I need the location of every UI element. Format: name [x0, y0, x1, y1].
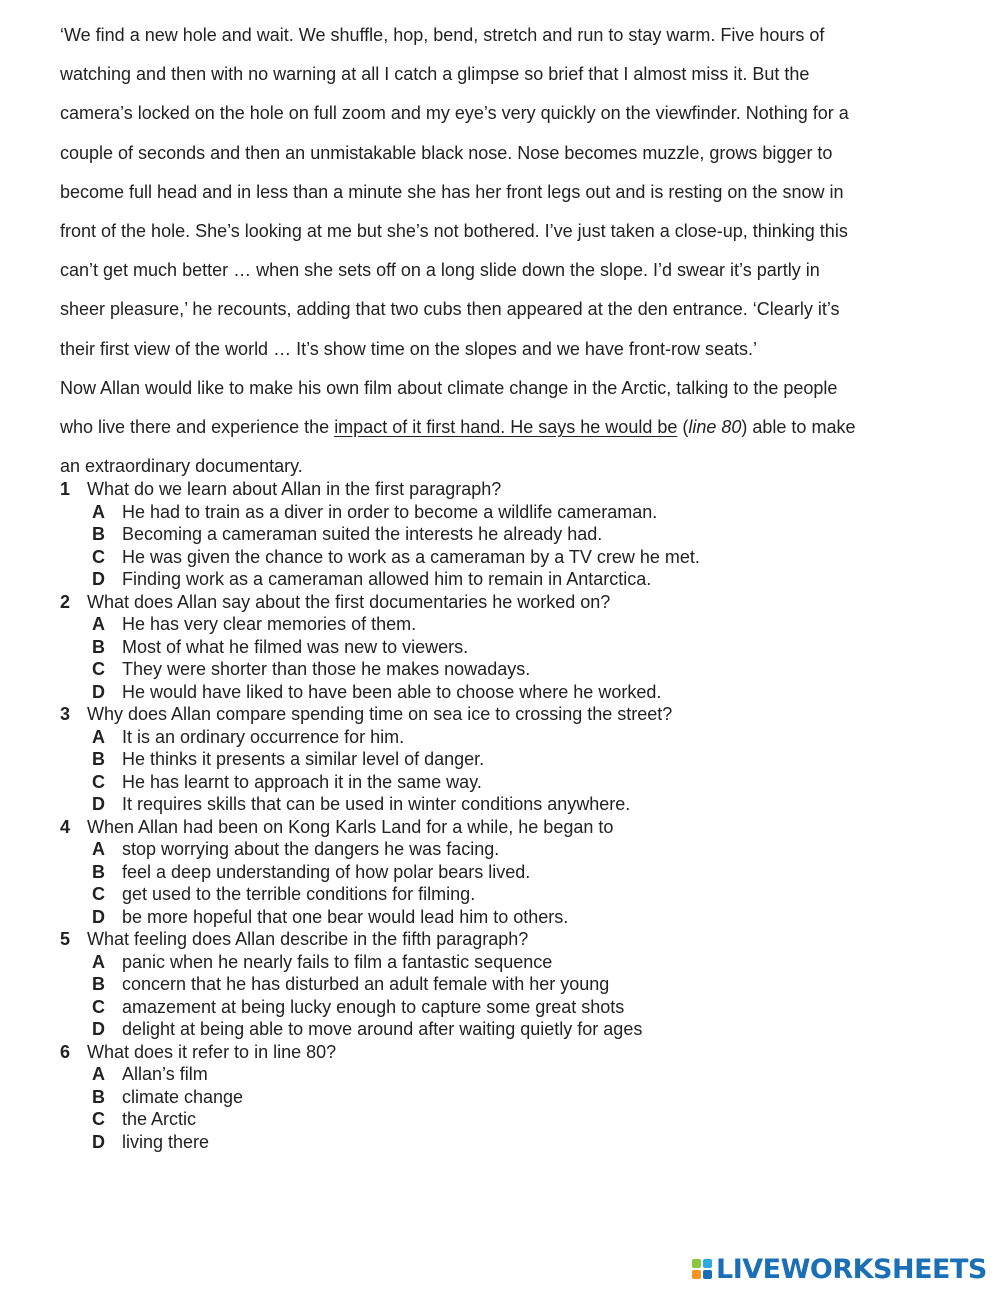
- option-text: He thinks it presents a similar level of danger.: [122, 749, 485, 769]
- passage-line: become full head and in less than a minute she has her front legs out and is resting on the snow in: [60, 181, 844, 202]
- passage-line: Now Allan would like to make his own film about climate change in the Arctic, talking to the people: [60, 377, 838, 398]
- question-stem: [60, 478, 960, 501]
- question-number: 5: [60, 929, 71, 949]
- option-letter: A: [92, 726, 105, 747]
- option-text: feel a deep understanding of how polar bears lived.: [122, 861, 531, 882]
- logo-tile: [692, 1259, 701, 1268]
- answer-option[interactable]: [60, 883, 960, 906]
- option-text: Becoming a cameraman suited the interests he already had.: [122, 524, 603, 544]
- passage-line: front of the hole. She’s looking at me but she’s not bothered. I’ve just taken a close-up, thinking this: [60, 220, 848, 241]
- answer-option[interactable]: [60, 793, 960, 816]
- option-text: Finding work as a cameraman allowed him to remain in Antarctica.: [122, 569, 652, 589]
- option-text: stop worrying about the dangers he was facing.: [122, 839, 500, 859]
- answer-option[interactable]: [60, 996, 960, 1019]
- question-stem: [60, 1041, 960, 1064]
- option-text: concern that he has disturbed an adult female with her young: [122, 974, 610, 994]
- option-text: He has learnt to approach it in the same way.: [122, 771, 482, 792]
- option-letter: B: [92, 974, 105, 994]
- question-stem: [60, 928, 960, 951]
- line-number-reference: line 80: [688, 416, 742, 437]
- option-text: be more hopeful that one bear would lead him to others.: [122, 906, 569, 927]
- answer-option[interactable]: [60, 523, 960, 546]
- option-text: amazement at being lucky enough to capture some great shots: [122, 996, 625, 1017]
- question-text: Why does Allan compare spending time on sea ice to crossing the street?: [87, 704, 673, 724]
- question-stem: [60, 591, 960, 614]
- logo-text: LIVEWORKSHEETS: [716, 1253, 987, 1285]
- question-stem: [60, 816, 960, 839]
- answer-option[interactable]: [60, 658, 960, 681]
- option-text: living there: [122, 1131, 210, 1152]
- answer-option[interactable]: [60, 838, 960, 861]
- option-letter: B: [92, 749, 105, 769]
- logo-tile: [692, 1270, 701, 1279]
- answer-option[interactable]: [60, 973, 960, 996]
- question-number: 6: [60, 1041, 71, 1062]
- answer-option[interactable]: [60, 1063, 960, 1086]
- option-text: get used to the terrible conditions for filming.: [122, 884, 476, 904]
- answer-option[interactable]: [60, 613, 960, 636]
- passage-line: camera’s locked on the hole on full zoom and my eye’s very quickly on the viewfinder. Nothing for a: [60, 103, 849, 124]
- option-letter: B: [92, 861, 105, 882]
- passage-text: ) able to make: [741, 416, 856, 437]
- question-number: 3: [60, 704, 71, 724]
- answer-option[interactable]: [60, 501, 960, 524]
- passage-line: can’t get much better … when she sets off on a long slide down the slope. I’d swear it’s partly in: [60, 260, 820, 281]
- option-letter: A: [92, 1064, 105, 1084]
- option-letter: B: [92, 636, 105, 657]
- question-text: What feeling does Allan describe in the fifth paragraph?: [87, 929, 529, 949]
- question-4: [60, 816, 960, 929]
- question-number: 1: [60, 479, 71, 499]
- answer-option[interactable]: [60, 906, 960, 929]
- option-letter: D: [92, 794, 105, 814]
- option-letter: A: [92, 501, 105, 522]
- option-letter: C: [92, 659, 105, 679]
- underlined-reference: impact of it first hand. He says he would be: [334, 416, 678, 437]
- passage-line: their first view of the world … It’s show time on the slopes and we have front-row seats.’: [60, 338, 757, 359]
- answer-option[interactable]: [60, 1086, 960, 1109]
- option-text: They were shorter than those he makes nowadays.: [122, 659, 531, 679]
- passage-line: ‘We find a new hole and wait. We shuffle, hop, bend, stretch and run to stay warm. Five hours of: [60, 25, 825, 45]
- answer-option[interactable]: [60, 546, 960, 569]
- answer-option[interactable]: [60, 568, 960, 591]
- option-text: panic when he nearly fails to film a fantastic sequence: [122, 951, 553, 972]
- question-number: 2: [60, 591, 71, 612]
- option-text: He has very clear memories of them.: [122, 614, 417, 634]
- passage-text: (: [677, 416, 689, 437]
- liveworksheets-logo: [692, 1254, 987, 1284]
- answer-option[interactable]: [60, 681, 960, 704]
- option-text: It requires skills that can be used in winter conditions anywhere.: [122, 794, 631, 814]
- question-text: What does Allan say about the first documentaries he worked on?: [87, 591, 611, 612]
- option-letter: D: [92, 1131, 105, 1152]
- option-text: delight at being able to move around after waiting quietly for ages: [122, 1019, 643, 1039]
- passage-text: who live there and experience the: [60, 416, 335, 437]
- liveworksheets-logo-icon: [692, 1259, 712, 1279]
- option-text: He was given the chance to work as a cameraman by a TV crew he met.: [122, 546, 700, 567]
- option-letter: A: [92, 839, 105, 859]
- option-letter: C: [92, 996, 105, 1017]
- option-letter: C: [92, 771, 105, 792]
- answer-option[interactable]: [60, 1131, 960, 1154]
- question-text: When Allan had been on Kong Karls Land for a while, he began to: [87, 816, 614, 837]
- question-6: [60, 1041, 960, 1154]
- option-letter: D: [92, 1019, 105, 1039]
- option-letter: B: [92, 1086, 105, 1107]
- option-text: It is an ordinary occurrence for him.: [122, 726, 405, 747]
- option-text: He would have liked to have been able to choose where he worked.: [122, 681, 662, 702]
- passage-line: an extraordinary documentary.: [60, 456, 303, 477]
- option-letter: A: [92, 614, 105, 634]
- option-letter: C: [92, 1109, 105, 1129]
- question-number: 4: [60, 816, 71, 837]
- answer-option[interactable]: [60, 748, 960, 771]
- option-letter: B: [92, 524, 105, 544]
- option-text: Allan’s film: [122, 1064, 208, 1084]
- question-text: What do we learn about Allan in the first paragraph?: [87, 479, 502, 499]
- passage-line: watching and then with no warning at all I catch a glimpse so brief that I almost miss it. But the: [60, 64, 810, 85]
- question-5: [60, 928, 960, 1041]
- question-stem: [60, 703, 960, 726]
- question-1: [60, 478, 960, 591]
- answer-option[interactable]: [60, 771, 960, 794]
- answer-option[interactable]: [60, 636, 960, 659]
- answer-option[interactable]: [60, 726, 960, 749]
- option-text: the Arctic: [122, 1109, 197, 1129]
- option-text: He had to train as a diver in order to become a wildlife cameraman.: [122, 501, 658, 522]
- answer-option[interactable]: [60, 1018, 960, 1041]
- option-text: Most of what he filmed was new to viewers.: [122, 636, 469, 657]
- reading-passage: [60, 17, 940, 487]
- option-letter: D: [92, 569, 105, 589]
- question-text: What does it refer to in line 80?: [87, 1041, 337, 1062]
- answer-option[interactable]: [60, 951, 960, 974]
- question-2: [60, 591, 960, 704]
- option-letter: D: [92, 681, 105, 702]
- question-list: [60, 478, 960, 1153]
- logo-tile: [703, 1259, 712, 1268]
- option-letter: C: [92, 884, 105, 904]
- option-letter: A: [92, 951, 105, 972]
- answer-option[interactable]: [60, 1108, 960, 1131]
- option-letter: C: [92, 546, 105, 567]
- passage-line-reference: [60, 409, 940, 448]
- passage-line: couple of seconds and then an unmistakable black nose. Nose becomes muzzle, grows bigger to: [60, 142, 833, 163]
- option-text: climate change: [122, 1086, 244, 1107]
- answer-option[interactable]: [60, 861, 960, 884]
- passage-line: sheer pleasure,’ he recounts, adding that two cubs then appeared at the den entrance. ‘Clearly it’s: [60, 299, 840, 320]
- question-3: [60, 703, 960, 816]
- option-letter: D: [92, 906, 105, 927]
- logo-tile: [703, 1270, 712, 1279]
